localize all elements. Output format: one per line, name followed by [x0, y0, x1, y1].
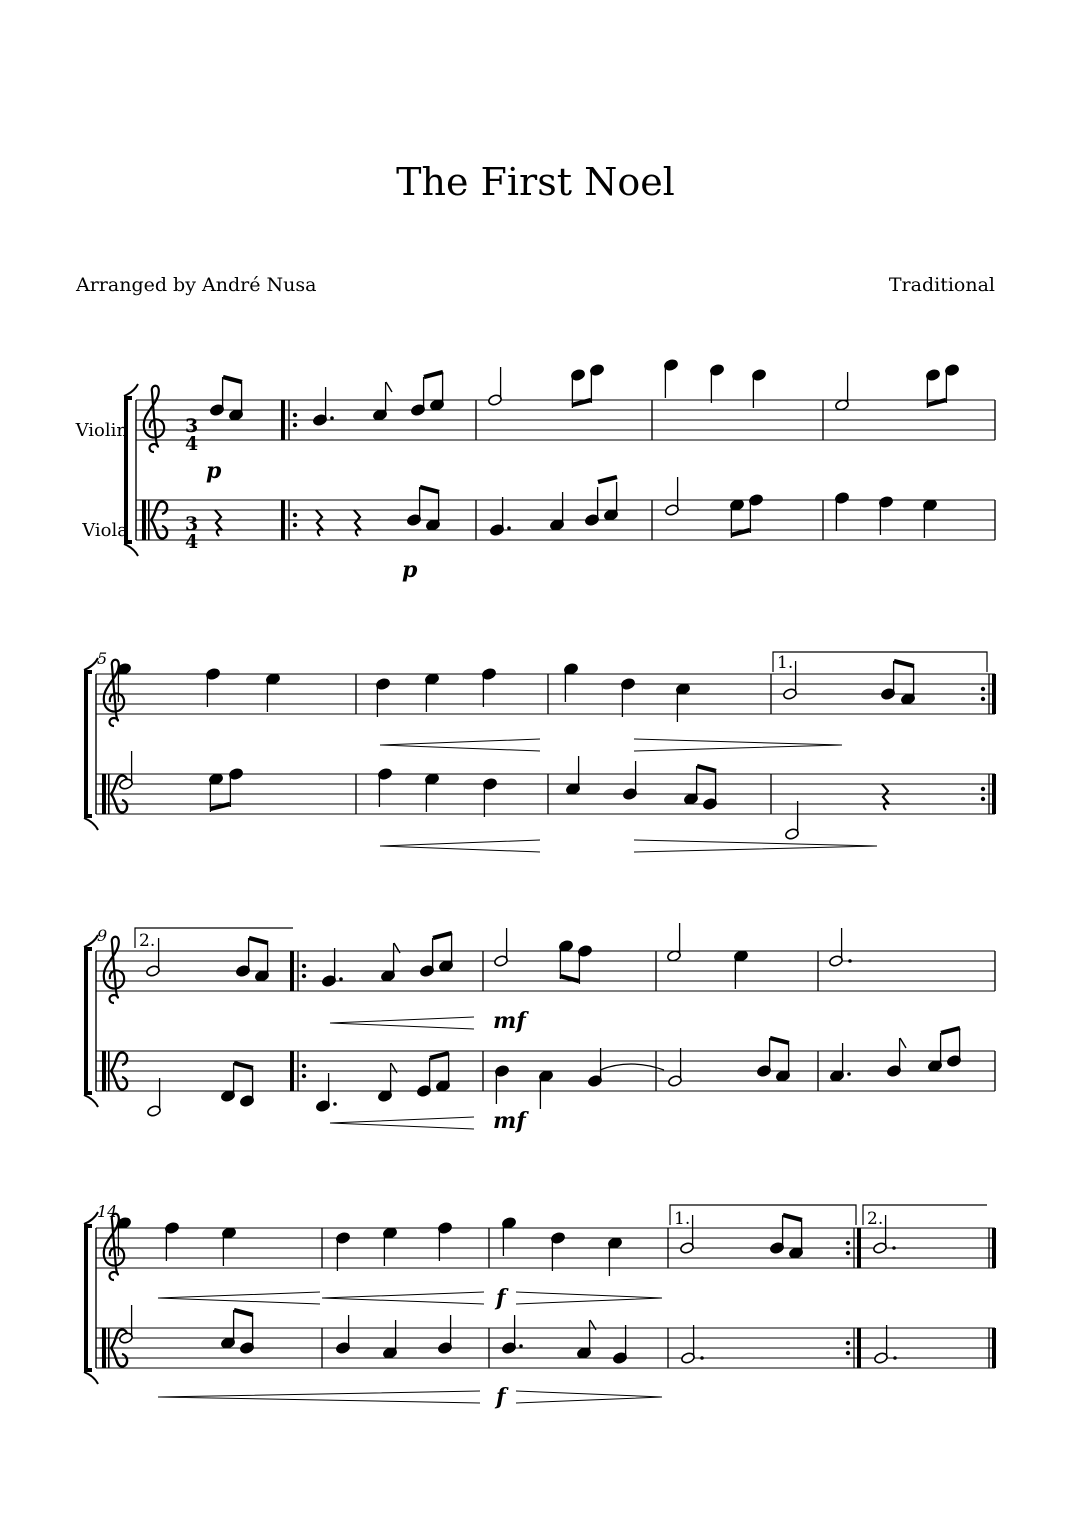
- bracket-hook-bottom: [84, 1095, 98, 1107]
- dynamic-mf-violin: mf: [493, 1008, 526, 1034]
- note-beam: [223, 377, 242, 382]
- dot: [339, 977, 343, 981]
- note-beam: [433, 933, 452, 938]
- crescendo-hairpin: [380, 739, 540, 751]
- note-beam: [927, 400, 946, 405]
- dot: [700, 1356, 704, 1360]
- repeat-dot: [293, 523, 297, 527]
- volta-label-1b: 1.: [674, 1209, 691, 1229]
- alto-clef-icon-lower: [111, 1071, 127, 1089]
- system-bracket: [86, 672, 92, 816]
- treble-clef-icon: [104, 937, 124, 1003]
- system-bracket: [86, 1226, 92, 1370]
- repeat-dot: [981, 797, 985, 801]
- repeat-thick-bar: [992, 774, 996, 814]
- bracket-hook-top: [124, 384, 138, 396]
- repeat-dot: [302, 1064, 306, 1068]
- crescendo-hairpin: [158, 1391, 480, 1403]
- alto-clef-icon-lower: [111, 794, 127, 812]
- dynamic-mf-viola: mf: [493, 1108, 526, 1134]
- composer-credit: Traditional: [888, 274, 995, 296]
- viola-time-sig-top: 3: [185, 513, 199, 535]
- repeat-dot: [846, 1351, 850, 1355]
- measure-number-5: 5: [97, 649, 108, 668]
- system-bracket: [126, 398, 132, 542]
- score-title: The First Noel: [396, 160, 675, 204]
- quarter-rest-icon: [882, 784, 889, 810]
- repeat-dot: [302, 964, 306, 968]
- violin-time-sig-top: 3: [185, 415, 199, 437]
- repeat-dot: [293, 413, 297, 417]
- dot: [507, 526, 511, 530]
- volta-label-2b: 2.: [867, 1209, 884, 1229]
- dot: [330, 416, 334, 420]
- repeat-dot: [302, 1074, 306, 1078]
- dot: [848, 959, 852, 963]
- note-beam: [210, 804, 230, 809]
- notation: [84, 359, 996, 1403]
- repeat-thick-bar: [290, 951, 294, 991]
- dot: [892, 1246, 896, 1250]
- dot: [893, 1356, 897, 1360]
- repeat-dot: [846, 1341, 850, 1345]
- decrescendo-hairpin: [516, 1292, 662, 1304]
- alto-clef-icon: [102, 1328, 106, 1368]
- note-beam: [731, 530, 750, 535]
- repeat-thick-bar: [857, 1328, 861, 1368]
- repeat-dot: [981, 697, 985, 701]
- bracket-hook-top: [84, 1212, 98, 1224]
- repeat-dot: [981, 687, 985, 691]
- volta-bracket: [773, 652, 987, 672]
- note-beam: [598, 477, 617, 482]
- quarter-rest-icon: [316, 510, 323, 536]
- crescendo-hairpin: [322, 1292, 484, 1304]
- measure-number-14: 14: [97, 1202, 118, 1221]
- note-beam: [424, 372, 443, 377]
- crescendo-hairpin: [380, 840, 540, 852]
- bracket-hook-top: [84, 935, 98, 947]
- dynamic-p-violin: p: [206, 458, 222, 484]
- alto-clef-icon-upper: [111, 1053, 127, 1071]
- decrescendo-hairpin: [634, 739, 842, 751]
- alto-clef-icon-bar: [108, 1051, 110, 1091]
- note-beam: [783, 1215, 802, 1220]
- treble-clef-icon: [144, 386, 164, 452]
- final-thick-bar: [992, 1228, 996, 1268]
- system-bracket: [86, 949, 92, 1093]
- quarter-rest-icon: [215, 510, 222, 536]
- dot: [519, 1344, 523, 1348]
- note-beam: [697, 766, 716, 771]
- bracket-hook-bottom: [84, 818, 98, 830]
- alto-clef-icon-lower: [151, 520, 167, 538]
- decrescendo-hairpin: [634, 840, 877, 852]
- alto-clef-icon-bar: [108, 774, 110, 814]
- volta-label-1: 1.: [777, 653, 794, 673]
- note-beam: [249, 938, 268, 943]
- instrument-name-viola: Viola: [82, 520, 128, 541]
- alto-clef-icon: [142, 500, 146, 540]
- volta-label-2: 2.: [139, 931, 156, 951]
- alto-clef-icon-lower: [111, 1348, 127, 1366]
- instrument-name-violin: Violin: [75, 420, 128, 441]
- decrescendo-hairpin: [516, 1391, 662, 1403]
- quarter-rest-icon: [354, 510, 361, 536]
- alto-clef-icon-upper: [151, 502, 167, 520]
- dynamic-p-viola: p: [402, 557, 418, 583]
- measure-number-9: 9: [97, 926, 108, 945]
- dynamic-f-violin: f: [496, 1285, 506, 1311]
- alto-clef-icon: [102, 774, 106, 814]
- flag: [386, 382, 392, 392]
- repeat-dot: [846, 1251, 850, 1255]
- note-beam: [560, 976, 579, 981]
- repeat-thick-bar: [281, 500, 285, 540]
- note-beam: [572, 400, 591, 405]
- bracket-hook-top: [84, 658, 98, 670]
- repeat-dot: [293, 423, 297, 427]
- note-beam: [234, 1310, 253, 1315]
- note-beam: [430, 1053, 449, 1058]
- alto-clef-icon-bar: [148, 500, 150, 540]
- tie: [600, 1064, 664, 1070]
- repeat-dot: [846, 1241, 850, 1245]
- repeat-thick-bar: [281, 400, 285, 440]
- repeat-thick-bar: [290, 1051, 294, 1091]
- arranger-credit: Arranged by André Nusa: [76, 274, 317, 296]
- crescendo-hairpin: [330, 1017, 474, 1029]
- note-beam: [894, 661, 914, 666]
- volta-bracket: [670, 1205, 856, 1225]
- note-beam: [420, 487, 439, 492]
- note-beam: [234, 1063, 253, 1068]
- repeat-thick-bar: [857, 1228, 861, 1268]
- flag: [900, 1038, 906, 1048]
- repeat-dot: [981, 787, 985, 791]
- bracket-hook-bottom: [84, 1372, 98, 1384]
- alto-clef-icon-bar: [108, 1328, 110, 1368]
- viola-time-sig-bottom: 4: [185, 531, 199, 553]
- dot: [847, 1072, 851, 1076]
- bracket-hook-bottom: [124, 544, 138, 556]
- note-beam: [941, 1028, 960, 1033]
- violin-time-sig-bottom: 4: [185, 433, 199, 455]
- dot: [333, 1102, 337, 1106]
- crescendo-hairpin: [158, 1292, 320, 1304]
- crescendo-hairpin: [330, 1117, 474, 1129]
- alto-clef-icon: [102, 1051, 106, 1091]
- dynamic-f-viola: f: [496, 1384, 506, 1410]
- repeat-dot: [302, 974, 306, 978]
- repeat-dot: [293, 513, 297, 517]
- final-thick-bar: [992, 1328, 996, 1368]
- note-beam: [770, 1038, 789, 1043]
- repeat-thick-bar: [992, 674, 996, 714]
